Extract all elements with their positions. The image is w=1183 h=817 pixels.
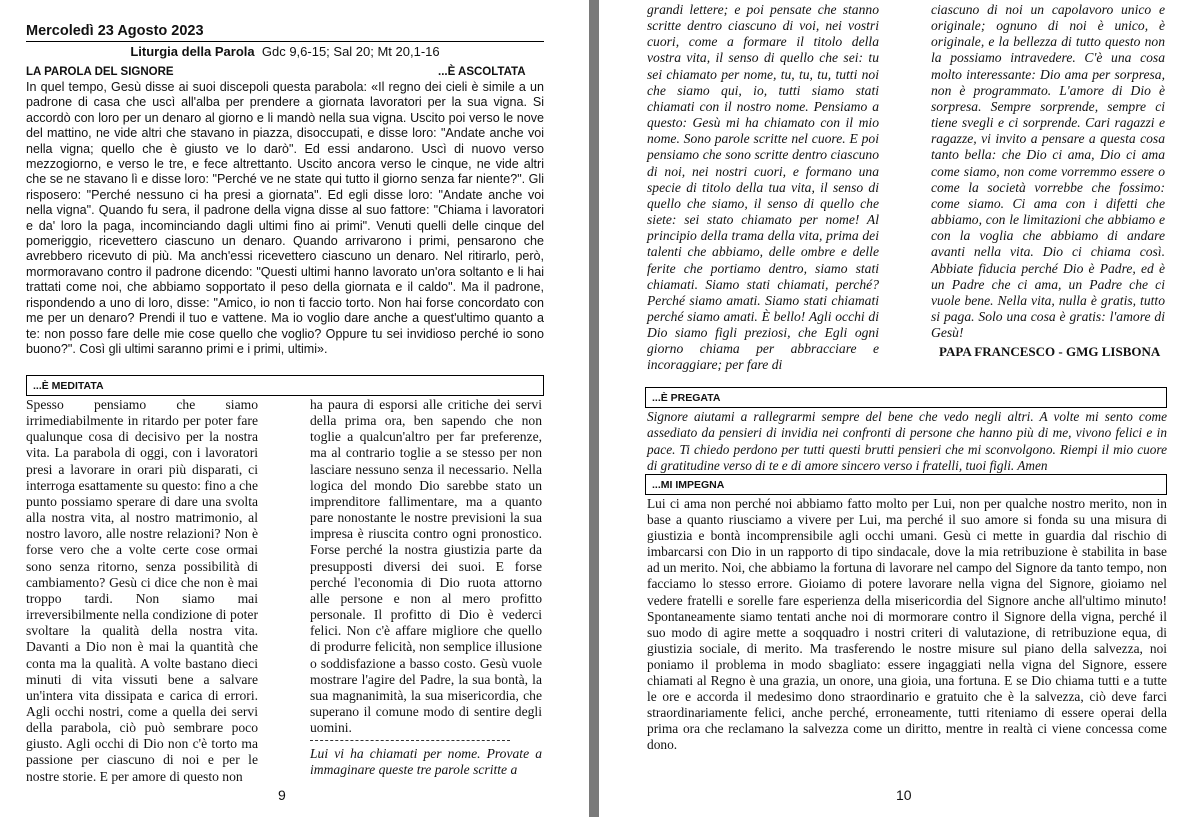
liturgia-refs: Gdc 9,6-15; Sal 20; Mt 20,1-16: [261, 44, 440, 59]
signature: PAPA FRANCESCO - GMG LISBONA: [939, 344, 1161, 360]
section-impegna-label: ...MI IMPEGNA: [652, 479, 725, 491]
page-number: 10: [896, 787, 912, 803]
meditata-column-left: Spesso pensiamo che siamo irrimediabilmente in ritardo per poter fare qualunque cosa di decisivo per la nostra vita. La parabola di oggi, con i lavoratori presi a lavorare in orari più disparati, ci interroga esattamente su questo: fino a che punto possiamo sperare di dare una svolta alla nostra vita, al nostro matrimonio, al nostro lavoro, alle nostre relazioni? Non è forse vero che a volte certe cose ormai sono senza ritorno, senza possibilità di cambiamento? Gesù ci dice che non è mai troppo tardi. Non siamo mai irreversibilmente nella condizione di poter svoltare la qualità della nostra vita. Davanti a Dio non è mai la quantità che conta ma la qualità. A volte bastano dieci minuti di vita vissuti bene a salvare un'intera vita dissipata e carica di errori. Agli occhi nostri, come a quella dei servi della parabola, ciò può sembrare poco giusto. Agli occhi di Dio non c'è torto ma passione per ciascuno di noi e per le nostre storie. E per amore di questo non: [26, 397, 258, 784]
section-ascoltata: ...È ASCOLTATA: [438, 66, 526, 78]
meditata-column-right: [310, 397, 542, 779]
section-meditata-label: ...È MEDITATA: [33, 380, 104, 392]
liturgia-heading: [26, 44, 544, 59]
section-pregata-label: ...È PREGATA: [652, 392, 721, 404]
section-meditata: [26, 375, 544, 396]
prayer-text: Signore aiutami a rallegrarmi sempre del bene che vedo negli altri. A volte mi sento come assediato da pensieri di invidia nei confronti di persone che hanno più di me, vivono felici e in pace. Ti chiedo perdono per tutti questi brutti pensieri che mi sconvolgono. Riempi il mio cuore di gratitudine verso di te e di amore sincero verso i fratelli, tuoi figli. Amen: [647, 409, 1167, 473]
quote-right-text: ciascuno di noi un capolavoro unico e originale; ognuno di noi è unico, è originale, e la bellezza di tutto questo non la possiamo intravedere. C'è una cosa molto interessante: Dio ama per sorpresa, non è programmato. L'amore di Dio è sorpresa. Sempre sorprende, sempre ci tiene svegli e ci sorprende. Cari ragazzi e ragazze, vi invito a pensare a questa cosa tanto bella: che Dio ci ama, Dio ci ama come siamo, non come vorremmo essere o come la società vorrebbe che fossimo: come siamo. Ci ama con i difetti che abbiamo, con le limitazioni che abbiamo e con la voglia che abbiamo di andare avanti nella vita. Dio ci chiama così. Abbiate fiducia perché Dio è Padre, ed è un Padre che ci ama, un Padre che ci vuole bene. Nella vita, nulla è gratis, tutto si paga. Solo una cosa è gratis: l'amore di Gesù!: [931, 2, 1165, 341]
gospel-text: In quel tempo, Gesù disse ai suoi discepoli questa parabola: «Il regno dei cieli è simile a un padrone di casa che uscì all'alba per prendere a giornata lavoratori per la sua vigna. Si accordò con loro per un denaro al giorno e li mandò nella sua vigna. Uscito poi verso le nove del mattino, ne vide altri che stavano in piazza, disoccupati, e disse loro: "Andate anche voi nella vigna; quello che è giusto ve lo darò". Ed essi andarono. Uscì di nuovo verso mezzogiorno, e verso le tre, e fece altrettanto. Uscito ancora verso le cinque, ne vide altri che se ne stavano lì e disse loro: "Perché ve ne state qui tutto il giorno senza far niente?". Gli risposero: "Perché nessuno ci ha presi a giornata". Ed egli disse loro: "Andate anche voi nella vigna". Quando fu sera, il padrone della vigna disse al suo fattore: "Chiama i lavoratori e da' loro la paga, incominciando dagli ultimi fino ai primi". Venuti quelli delle cinque del pomeriggio, ricevettero ciascuno un denaro. Quando arrivarono i primi, pensarono che avrebbero ricevuto di più. Ma anch'essi ricevettero ciascuno un denaro. Nel ritirarlo, però, mormoravano contro il padrone dicendo: "Questi ultimi hanno lavorato un'ora soltanto e li hai trattati come noi, che abbiamo sopportato il peso della giornata e il caldo". Ma il padrone, rispondendo a uno di loro, disse: "Amico, io non ti faccio torto. Non hai forse concordato con me per un denaro? Prendi il tuo e vattene. Ma io voglio dare anche a quest'ultimo quanto a te: non posso fare delle mie cose quello che voglio? Oppure tu sei invidioso perché io sono buono?". Così gli ultimi saranno primi e i primi, ultimi».: [26, 80, 544, 356]
section-pregata: [645, 387, 1167, 408]
page-number: 9: [278, 787, 286, 803]
section-parola: LA PAROLA DEL SIGNORE: [26, 66, 174, 78]
impegna-text: Lui ci ama non perché noi abbiamo fatto molto per Lui, non per qualche nostro merito, non in base a quanto riusciamo a vivere per Lui, ma perché il suo amore si fonda su una misura di giustizia e bontà incomprensibile agli occhi umani. Gesù ci mette in guardia dal rischio di imbarcarsi con Dio in un rapporto di tipo sindacale, dove la mia retribuzione è stabilita in base ad un merito. Noi, che abbiamo la fortuna di lavorare nel campo del Signore da tanto tempo, non facciamo lo stesso errore. Gioiamo di potere lavorare nella vigna del Signore, gioiamo nel vedere fratelli e sorelle fare esperienza della misericordia del Signore anche all'ultimo minuto! Spontaneamente siamo tentati anche noi di mormorare contro il Signore della vigna, perché il suo modo di agire mette a soqquadro i nostri criteri di valutazione, di retribuzione equa, di giustizia sociale, di merito. Ma trasferendo le nostre misure sul piano della salvezza, noi poniamo il problema in modo sbagliato: essere ingaggiati nella vigna del Signore, essere chiamati al Regno è una grazia, un onore, una gioia, una fortuna. E se Dio chiama tutti e a tutte le ore e accorda il medesimo dono straordinario e gratuito che è la salvezza, ciò deve farci straordinariamente felici, anche perché, erroneamente, tutti riteniamo di essere operai della prima ora che reclamano la salvezza come un diritto, mentre in realtà ci viene concessa come dono.: [647, 496, 1167, 753]
quote-column-right: [931, 2, 1165, 360]
date-heading: Mercoledì 23 Agosto 2023: [26, 23, 204, 39]
separator: [310, 740, 510, 741]
page-10: [599, 0, 1183, 817]
quote-column-left: grandi lettere; e poi pensate che stanno scritte dentro ciascuno di voi, nei vostri cuori, come a formare il titolo della vostra vita, il senso di quello che sei: tu sei chiamato per nome, tu, tu, tu, tutti noi che siamo qui, io, tutti siamo stati chiamati con il nostro nome. Pensiamo a questo: Gesù mi ha chiamato con il mio nome. Sono parole scritte nel cuore. E poi pensiamo che sono scritte dentro ciascuno di noi, nei nostri cuori, e formano una specie di titolo della tua vita, il senso di quello che siamo, il senso di quello che siete: sei stato chiamato per nome! Al principio della trama della vita, prima dei talenti che abbiamo, delle ombre e delle ferite che portiamo dentro, siamo stati chiamati. Siamo stati chiamati, perché? Perché siamo amati. Siamo stati chiamati perché siamo amati. È bello! Agli occhi di Dio siamo figli preziosi, che Egli ogni giorno chiama per abbracciare e incoraggiare; per fare di: [647, 2, 879, 373]
meditata-quote: Lui vi ha chiamati per nome. Provate a immaginare queste tre parole scritte a: [310, 746, 542, 778]
section-impegna: [645, 474, 1167, 495]
page-9: [0, 0, 589, 817]
meditata-right-text: ha paura di esporsi alle critiche dei servi della prima ora, ben sapendo che non toglie a qualcun'altro per far preferenze, ma al contrario toglie a se stesso per non lasciare nessuno senza il necessario. Nella logica del mondo Dio sarebbe stato un imprenditore fallimentare, ma a quanto pare nonostante le nostre previsioni la sua impresa è riuscita contro ogni pronostico. Forse perché la nostra giustizia parte da presupposti diversi dei suoi. E forse perché l'economia di Dio ruota attorno alle persone e non al mero profitto personale. Il profitto di Dio è vederci felici. Non c'è affare migliore che quello di produrre felicità, non semplice illusione o soddisfazione a basso costo. Gesù vuole mostrare l'agire del Padre, la sua bontà, la sua magnanimità, la sua misericordia, che superano il comune modo di sentire degli uomini.: [310, 397, 542, 736]
liturgia-title: Liturgia della Parola: [130, 44, 255, 59]
divider: [26, 41, 544, 42]
